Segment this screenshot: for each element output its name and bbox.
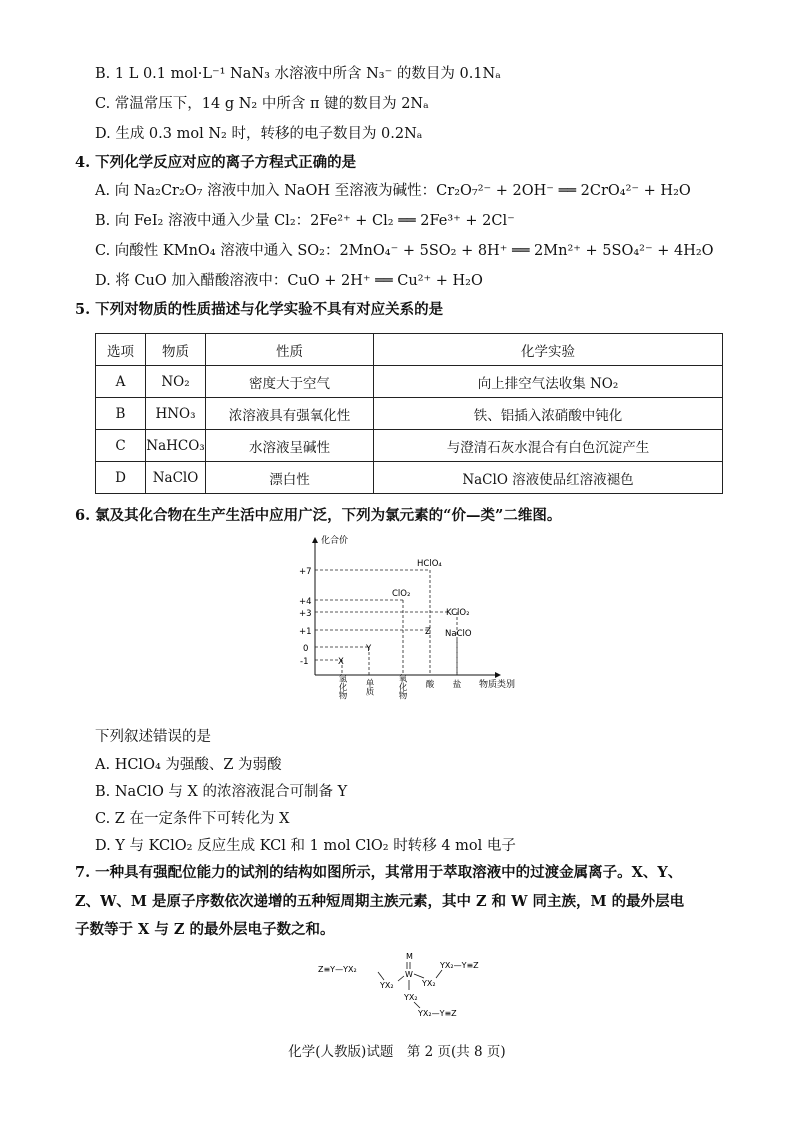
q6-option-b: B. NaClO 与 X 的浓溶液混合可制备 Y [95, 784, 348, 800]
table-cell: A [96, 366, 146, 398]
q3-option-d: D. 生成 0.3 mol N₂ 时，转移的电子数目为 0.2Nₐ [95, 126, 423, 142]
x-category-label: 酸 [425, 680, 435, 690]
q4-stem: 4. 下列化学反应对应的离子方程式正确的是 [75, 154, 357, 171]
table-header: 物质 [146, 334, 206, 366]
y-tick-label: +3 [299, 609, 312, 619]
q5-stem: 5. 下列对物质的性质描述与化学实验不具有对应关系的是 [75, 301, 444, 318]
q3-option-b: B. 1 L 0.1 mol·L⁻¹ NaN₃ 水溶液中所含 N₃⁻ 的数目为 0.1Nₐ [95, 66, 501, 82]
point-label-x: X [338, 657, 344, 667]
q4-option-d: D. 将 CuO 加入醋酸溶液中：CuO + 2H⁺ ══ Cu²⁺ + H₂O [95, 273, 483, 289]
table-cell: NaClO 溶液使品红溶液褪色 [374, 462, 723, 494]
guide-lines [315, 570, 457, 675]
x-category-label: 氧化物 [397, 674, 407, 700]
table-cell: C [96, 430, 146, 462]
table-row [96, 462, 723, 494]
q7-stem-line2: Z、W、M 是原子序数依次递增的五种短周期主族元素，其中 Z 和 W 同主族，M 的最外层电 [75, 893, 685, 910]
table-cell: NaHCO₃ [146, 430, 206, 462]
table-cell: B [96, 398, 146, 430]
valence-class-chart [285, 530, 525, 720]
q6-option-c: C. Z 在一定条件下可转化为 X [95, 811, 290, 827]
point-label-naclo: NaClO [445, 629, 472, 639]
left-chain: Z≡Y—YX₂ [318, 965, 357, 974]
table-cell: HNO₃ [146, 398, 206, 430]
table-header-row [96, 334, 723, 366]
yx2-group: YX₂ [422, 979, 436, 988]
atom-w: W [405, 970, 413, 979]
table-cell: 漂白性 [206, 462, 374, 494]
x-category-label: 单质 [364, 678, 374, 696]
q7-stem-line1: 7. 一种具有强配位能力的试剂的结构如图所示，其常用于萃取溶液中的过渡金属离子。X、Y、 [75, 864, 683, 881]
table-row [96, 398, 723, 430]
atom-m: M [406, 952, 413, 961]
y-tick-label: +1 [299, 627, 312, 637]
y-tick-label: 0 [303, 644, 309, 654]
table-cell: 铁、铝插入浓硝酸中钝化 [374, 398, 723, 430]
y-axis-label: 化合价 [321, 536, 349, 546]
q6-stem: 6. 氯及其化合物在生产生活中应用广泛，下列为氯元素的“价—类”二维图。 [75, 507, 562, 524]
table-cell: 向上排空气法收集 NO₂ [374, 366, 723, 398]
q4-option-a: A. 向 Na₂Cr₂O₇ 溶液中加入 NaOH 至溶液为碱性：Cr₂O₇²⁻ + 2OH⁻ ══ 2CrO₄²⁻ + H₂O [95, 183, 691, 199]
q7-stem-line3: 子数等于 X 与 Z 的最外层电子数之和。 [75, 921, 335, 938]
q6-option-d: D. Y 与 KClO₂ 反应生成 KCl 和 1 mol ClO₂ 时转移 4 mol 电子 [95, 838, 516, 854]
point-label-y: Y [366, 644, 372, 654]
table-row [96, 366, 723, 398]
page-footer: 化学(人教版)试题 第 2 页(共 8 页) [288, 1044, 506, 1060]
table-cell: D [96, 462, 146, 494]
x-axis-label: 物质类别 [479, 680, 516, 690]
table-cell: 浓溶液具有强氧化性 [206, 398, 374, 430]
q6-option-a: A. HClO₄ 为强酸、Z 为弱酸 [95, 757, 282, 773]
y-tick-label: -1 [300, 657, 309, 667]
table-cell: 与澄清石灰水混合有白色沉淀产生 [374, 430, 723, 462]
table-header: 性质 [206, 334, 374, 366]
q4-option-c: C. 向酸性 KMnO₄ 溶液中通入 SO₂：2MnO₄⁻ + 5SO₂ + 8H⁺ ══ 2Mn²⁺ + 5SO₄²⁻ + 4H₂O [95, 243, 714, 259]
table-header: 化学实验 [374, 334, 723, 366]
point-label-kclo2: KClO₂ [446, 608, 470, 618]
q4-option-b: B. 向 FeI₂ 溶液中通入少量 Cl₂：2Fe²⁺ + Cl₂ ══ 2Fe³⁺ + 2Cl⁻ [95, 213, 515, 229]
bottom-chain: YX₂—Y≡Z [418, 1009, 457, 1018]
point-label-z: Z [425, 627, 431, 637]
table-cell: NaClO [146, 462, 206, 494]
yx2-group: YX₂ [404, 993, 418, 1002]
table-row [96, 430, 723, 462]
y-tick-label: +7 [299, 567, 312, 577]
q6-lead: 下列叙述错误的是 [95, 729, 211, 745]
x-category-label: 氢化物 [337, 674, 347, 700]
right-chain: YX₂—Y≡Z [440, 961, 479, 970]
structure-diagram [310, 950, 520, 1025]
q5-table [95, 333, 723, 494]
table-header: 选项 [96, 334, 146, 366]
yx2-group: YX₂ [380, 981, 394, 990]
point-label-hclo4: HClO₄ [417, 559, 442, 569]
table-cell: NO₂ [146, 366, 206, 398]
point-label-clo2: ClO₂ [392, 589, 411, 599]
q3-option-c: C. 常温常压下，14 g N₂ 中所含 π 键的数目为 2Nₐ [95, 96, 429, 112]
table-cell: 密度大于空气 [206, 366, 374, 398]
table-cell: 水溶液呈碱性 [206, 430, 374, 462]
x-category-label: 盐 [452, 680, 462, 690]
y-tick-label: +4 [299, 597, 312, 607]
